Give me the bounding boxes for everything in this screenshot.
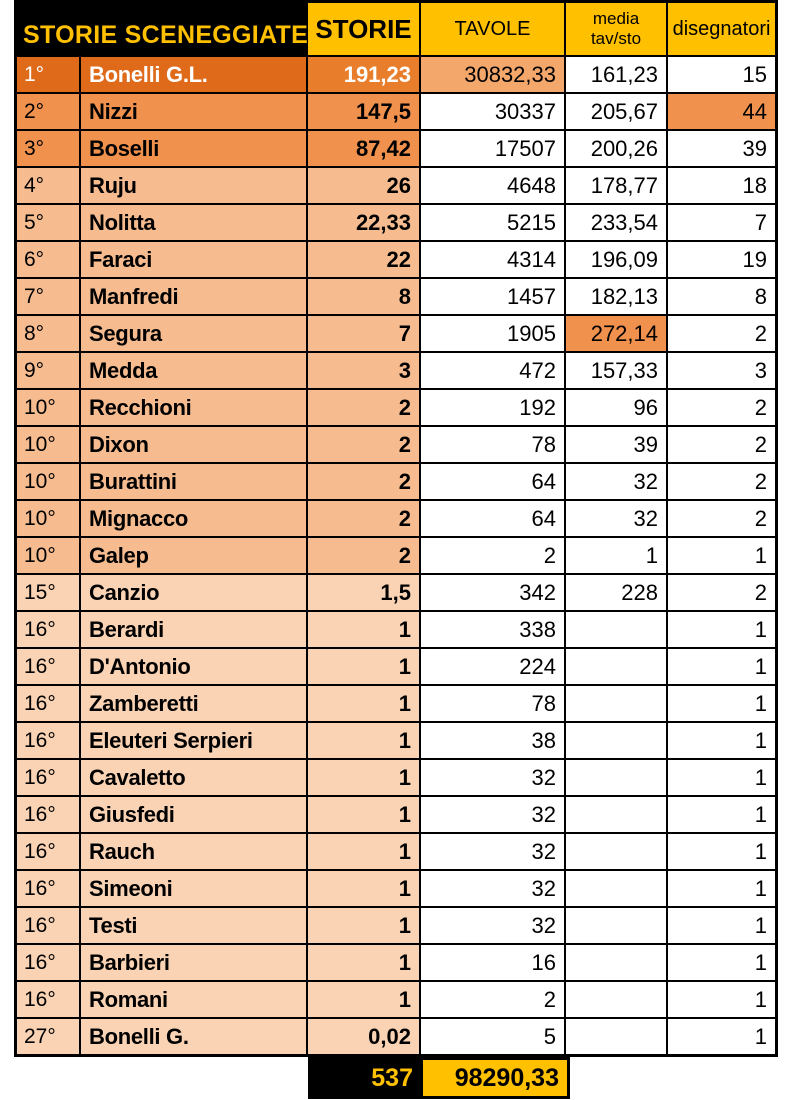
row-5-cell-rank: 6° — [17, 242, 79, 277]
row-1-cell-storie: 147,5 — [308, 94, 419, 129]
row-11-cell-name: Burattini — [81, 464, 306, 499]
row-26-cell-media — [566, 1019, 666, 1054]
row-24-cell-storie: 1 — [308, 945, 419, 980]
row-6-cell-rank: 7° — [17, 279, 79, 314]
table-title: STORIE SCENEGGIATE — [17, 3, 306, 55]
row-21-cell-storie: 1 — [308, 834, 419, 869]
row-0-cell-rank: 1° — [17, 57, 79, 92]
row-17-cell-media — [566, 686, 666, 721]
column-header-storie: STORIE — [308, 3, 419, 55]
row-26-cell-name: Bonelli G. — [81, 1019, 306, 1054]
row-5-cell-disegnatori: 19 — [668, 242, 775, 277]
row-11-cell-disegnatori: 2 — [668, 464, 775, 499]
row-3-cell-name: Ruju — [81, 168, 306, 203]
row-18-cell-storie: 1 — [308, 723, 419, 758]
row-4-cell-name: Nolitta — [81, 205, 306, 240]
row-1-cell-name: Nizzi — [81, 94, 306, 129]
row-16-cell-storie: 1 — [308, 649, 419, 684]
row-24-cell-media — [566, 945, 666, 980]
row-24-cell-rank: 16° — [17, 945, 79, 980]
row-12-cell-disegnatori: 2 — [668, 501, 775, 536]
row-15-cell-disegnatori: 1 — [668, 612, 775, 647]
row-3-cell-disegnatori: 18 — [668, 168, 775, 203]
row-9-cell-tavole: 192 — [421, 390, 564, 425]
row-0-cell-disegnatori: 15 — [668, 57, 775, 92]
row-0-cell-storie: 191,23 — [308, 57, 419, 92]
row-21-cell-rank: 16° — [17, 834, 79, 869]
row-21-cell-tavole: 32 — [421, 834, 564, 869]
row-13-cell-media: 1 — [566, 538, 666, 573]
row-20-cell-rank: 16° — [17, 797, 79, 832]
row-17-cell-storie: 1 — [308, 686, 419, 721]
row-8-cell-rank: 9° — [17, 353, 79, 388]
row-20-cell-tavole: 32 — [421, 797, 564, 832]
row-0-cell-tavole: 30832,33 — [421, 57, 564, 92]
row-21-cell-media — [566, 834, 666, 869]
row-11-cell-rank: 10° — [17, 464, 79, 499]
row-10-cell-storie: 2 — [308, 427, 419, 462]
row-18-cell-rank: 16° — [17, 723, 79, 758]
row-1-cell-tavole: 30337 — [421, 94, 564, 129]
row-26-cell-storie: 0,02 — [308, 1019, 419, 1054]
row-13-cell-rank: 10° — [17, 538, 79, 573]
row-4-cell-rank: 5° — [17, 205, 79, 240]
row-12-cell-storie: 2 — [308, 501, 419, 536]
row-5-cell-storie: 22 — [308, 242, 419, 277]
row-24-cell-name: Barbieri — [81, 945, 306, 980]
row-14-cell-tavole: 342 — [421, 575, 564, 610]
row-19-cell-tavole: 32 — [421, 760, 564, 795]
row-6-cell-name: Manfredi — [81, 279, 306, 314]
row-23-cell-storie: 1 — [308, 908, 419, 943]
column-header-disegnatori: disegnatori — [668, 3, 775, 55]
row-16-cell-tavole: 224 — [421, 649, 564, 684]
row-6-cell-storie: 8 — [308, 279, 419, 314]
row-19-cell-media — [566, 760, 666, 795]
row-14-cell-rank: 15° — [17, 575, 79, 610]
row-14-cell-media: 228 — [566, 575, 666, 610]
row-8-cell-media: 157,33 — [566, 353, 666, 388]
row-8-cell-name: Medda — [81, 353, 306, 388]
row-24-cell-disegnatori: 1 — [668, 945, 775, 980]
row-0-cell-media: 161,23 — [566, 57, 666, 92]
row-9-cell-disegnatori: 2 — [668, 390, 775, 425]
row-20-cell-storie: 1 — [308, 797, 419, 832]
standings-table — [14, 0, 778, 1057]
row-15-cell-name: Berardi — [81, 612, 306, 647]
row-15-cell-tavole: 338 — [421, 612, 564, 647]
row-20-cell-disegnatori: 1 — [668, 797, 775, 832]
row-26-cell-tavole: 5 — [421, 1019, 564, 1054]
row-1-cell-media: 205,67 — [566, 94, 666, 129]
row-10-cell-media: 39 — [566, 427, 666, 462]
row-3-cell-media: 178,77 — [566, 168, 666, 203]
row-22-cell-storie: 1 — [308, 871, 419, 906]
row-13-cell-name: Galep — [81, 538, 306, 573]
row-19-cell-rank: 16° — [17, 760, 79, 795]
row-7-cell-disegnatori: 2 — [668, 316, 775, 351]
row-26-cell-rank: 27° — [17, 1019, 79, 1054]
row-14-cell-disegnatori: 2 — [668, 575, 775, 610]
row-23-cell-disegnatori: 1 — [668, 908, 775, 943]
row-5-cell-media: 196,09 — [566, 242, 666, 277]
row-4-cell-tavole: 5215 — [421, 205, 564, 240]
row-17-cell-rank: 16° — [17, 686, 79, 721]
row-16-cell-media — [566, 649, 666, 684]
row-13-cell-tavole: 2 — [421, 538, 564, 573]
row-24-cell-tavole: 16 — [421, 945, 564, 980]
row-8-cell-storie: 3 — [308, 353, 419, 388]
row-15-cell-rank: 16° — [17, 612, 79, 647]
row-17-cell-disegnatori: 1 — [668, 686, 775, 721]
row-9-cell-storie: 2 — [308, 390, 419, 425]
row-0-cell-name: Bonelli G.L. — [81, 57, 306, 92]
row-6-cell-disegnatori: 8 — [668, 279, 775, 314]
row-19-cell-storie: 1 — [308, 760, 419, 795]
row-25-cell-storie: 1 — [308, 982, 419, 1017]
row-22-cell-tavole: 32 — [421, 871, 564, 906]
row-2-cell-storie: 87,42 — [308, 131, 419, 166]
row-21-cell-name: Rauch — [81, 834, 306, 869]
row-23-cell-name: Testi — [81, 908, 306, 943]
row-12-cell-tavole: 64 — [421, 501, 564, 536]
row-23-cell-tavole: 32 — [421, 908, 564, 943]
row-11-cell-media: 32 — [566, 464, 666, 499]
row-16-cell-rank: 16° — [17, 649, 79, 684]
row-8-cell-tavole: 472 — [421, 353, 564, 388]
row-7-cell-storie: 7 — [308, 316, 419, 351]
row-12-cell-media: 32 — [566, 501, 666, 536]
row-10-cell-tavole: 78 — [421, 427, 564, 462]
row-6-cell-media: 182,13 — [566, 279, 666, 314]
row-23-cell-media — [566, 908, 666, 943]
row-7-cell-rank: 8° — [17, 316, 79, 351]
row-17-cell-name: Zamberetti — [81, 686, 306, 721]
column-header-tavole: TAVOLE — [421, 3, 564, 55]
row-4-cell-storie: 22,33 — [308, 205, 419, 240]
row-18-cell-tavole: 38 — [421, 723, 564, 758]
row-14-cell-storie: 1,5 — [308, 575, 419, 610]
row-12-cell-rank: 10° — [17, 501, 79, 536]
row-8-cell-disegnatori: 3 — [668, 353, 775, 388]
row-2-cell-tavole: 17507 — [421, 131, 564, 166]
row-26-cell-disegnatori: 1 — [668, 1019, 775, 1054]
row-10-cell-name: Dixon — [81, 427, 306, 462]
row-15-cell-storie: 1 — [308, 612, 419, 647]
row-18-cell-name: Eleuteri Serpieri — [81, 723, 306, 758]
row-22-cell-name: Simeoni — [81, 871, 306, 906]
row-9-cell-media: 96 — [566, 390, 666, 425]
row-1-cell-disegnatori: 44 — [668, 94, 775, 129]
row-5-cell-tavole: 4314 — [421, 242, 564, 277]
row-25-cell-disegnatori: 1 — [668, 982, 775, 1017]
row-13-cell-disegnatori: 1 — [668, 538, 775, 573]
row-6-cell-tavole: 1457 — [421, 279, 564, 314]
row-9-cell-name: Recchioni — [81, 390, 306, 425]
row-25-cell-media — [566, 982, 666, 1017]
row-2-cell-disegnatori: 39 — [668, 131, 775, 166]
totals-row — [308, 1057, 570, 1099]
row-7-cell-tavole: 1905 — [421, 316, 564, 351]
total-tavole: 98290,33 — [423, 1057, 570, 1099]
row-1-cell-rank: 2° — [17, 94, 79, 129]
row-14-cell-name: Canzio — [81, 575, 306, 610]
row-25-cell-name: Romani — [81, 982, 306, 1017]
row-11-cell-storie: 2 — [308, 464, 419, 499]
row-3-cell-rank: 4° — [17, 168, 79, 203]
row-3-cell-storie: 26 — [308, 168, 419, 203]
row-2-cell-media: 200,26 — [566, 131, 666, 166]
row-19-cell-name: Cavaletto — [81, 760, 306, 795]
row-2-cell-rank: 3° — [17, 131, 79, 166]
row-9-cell-rank: 10° — [17, 390, 79, 425]
row-7-cell-media: 272,14 — [566, 316, 666, 351]
row-13-cell-storie: 2 — [308, 538, 419, 573]
column-header-media-line1: media — [592, 9, 640, 28]
row-4-cell-media: 233,54 — [566, 205, 666, 240]
row-25-cell-rank: 16° — [17, 982, 79, 1017]
row-20-cell-media — [566, 797, 666, 832]
row-25-cell-tavole: 2 — [421, 982, 564, 1017]
row-12-cell-name: Mignacco — [81, 501, 306, 536]
column-header-media-line2: tav/sto — [590, 29, 642, 48]
row-11-cell-tavole: 64 — [421, 464, 564, 499]
total-storie: 537 — [308, 1057, 423, 1099]
row-10-cell-rank: 10° — [17, 427, 79, 462]
row-19-cell-disegnatori: 1 — [668, 760, 775, 795]
row-2-cell-name: Boselli — [81, 131, 306, 166]
row-15-cell-media — [566, 612, 666, 647]
row-22-cell-disegnatori: 1 — [668, 871, 775, 906]
column-header-media — [566, 3, 666, 55]
row-3-cell-tavole: 4648 — [421, 168, 564, 203]
row-23-cell-rank: 16° — [17, 908, 79, 943]
row-5-cell-name: Faraci — [81, 242, 306, 277]
row-18-cell-disegnatori: 1 — [668, 723, 775, 758]
row-4-cell-disegnatori: 7 — [668, 205, 775, 240]
row-22-cell-media — [566, 871, 666, 906]
row-20-cell-name: Giusfedi — [81, 797, 306, 832]
row-16-cell-name: D'Antonio — [81, 649, 306, 684]
row-10-cell-disegnatori: 2 — [668, 427, 775, 462]
row-17-cell-tavole: 78 — [421, 686, 564, 721]
row-21-cell-disegnatori: 1 — [668, 834, 775, 869]
row-7-cell-name: Segura — [81, 316, 306, 351]
row-16-cell-disegnatori: 1 — [668, 649, 775, 684]
row-22-cell-rank: 16° — [17, 871, 79, 906]
row-18-cell-media — [566, 723, 666, 758]
